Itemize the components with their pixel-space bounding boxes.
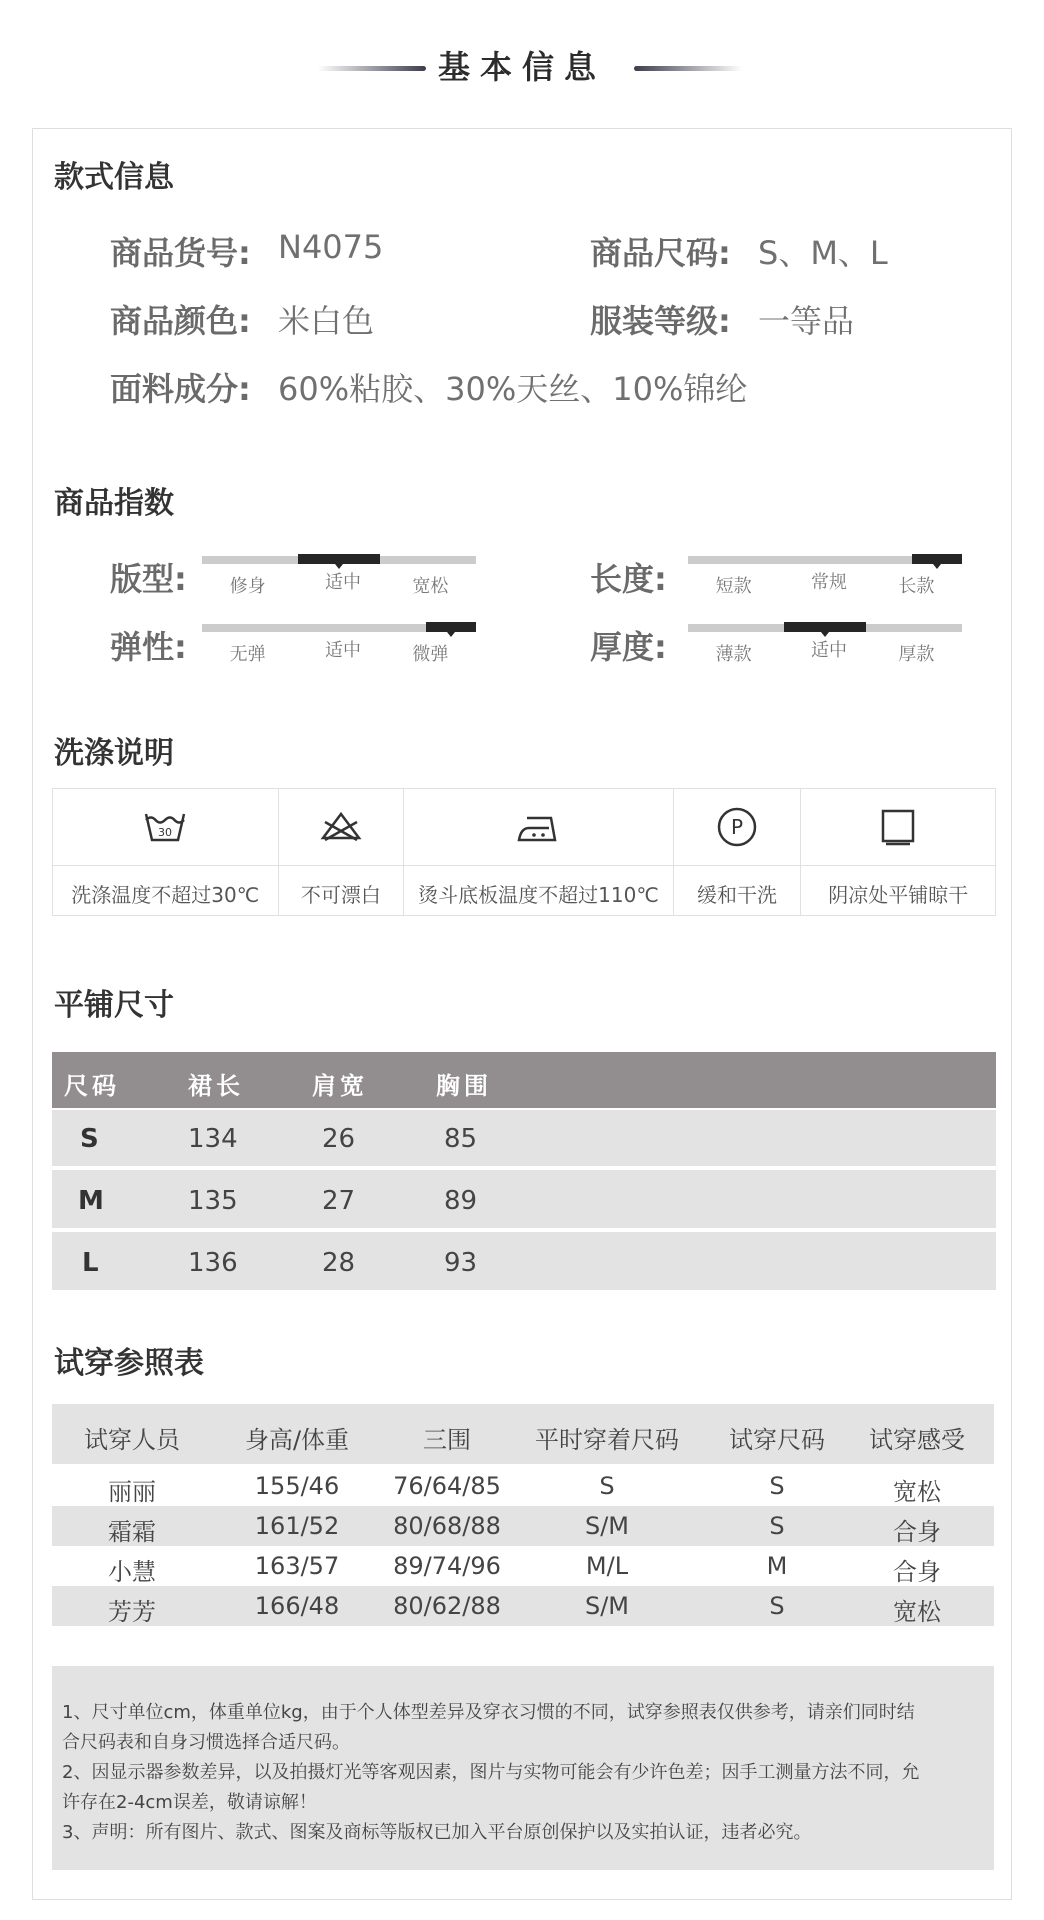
notes-box (52, 1666, 994, 1870)
index-length-tick: 长款 (898, 576, 935, 597)
size-col-length: 裙长 (188, 1072, 244, 1100)
note-line: 许存在2-4cm误差，敬请谅解！ (62, 1792, 317, 1813)
header-decor-line-right (634, 66, 742, 71)
care-divider (674, 865, 801, 866)
item-no-label: 商品货号: (110, 234, 251, 272)
index-elasticity-label: 弹性: (110, 628, 187, 666)
tryon-cell: 丽丽 (108, 1478, 156, 1506)
index-thickness-tick: 厚款 (898, 644, 935, 665)
tryon-cell: M/L (585, 1552, 629, 1580)
index-elasticity-tick: 微弹 (412, 644, 449, 665)
section-title-style-info: 款式信息 (54, 160, 174, 195)
tryon-cell: 163/57 (254, 1552, 340, 1580)
fabric-value: 60%粘胶、30%天丝、10%锦纶 (278, 370, 748, 408)
care-text-dryclean: 缓和干洗 (697, 883, 778, 907)
index-thickness-track (688, 624, 962, 632)
grade-label: 服装等级: (590, 302, 731, 340)
tryon-col-height-weight: 身高/体重 (244, 1426, 350, 1454)
size-table-row (52, 1110, 996, 1166)
index-fit-tick: 适中 (325, 572, 361, 593)
care-divider (404, 865, 672, 866)
size-table-header (52, 1052, 996, 1108)
section-title-size: 平铺尺寸 (54, 988, 174, 1023)
tryon-cell: 166/48 (254, 1592, 340, 1620)
care-text-wash: 洗涤温度不超过30℃ (71, 883, 260, 907)
size-cell: L (82, 1248, 99, 1278)
index-length-label: 长度: (590, 560, 667, 598)
tryon-cell: 小慧 (108, 1558, 156, 1586)
tryon-cell: S/M (584, 1512, 630, 1540)
tryon-col-measurements: 三围 (423, 1426, 471, 1454)
tryon-cell: 合身 (893, 1558, 941, 1586)
tryon-cell: 宽松 (893, 1478, 941, 1506)
index-thickness-label: 厚度: (590, 628, 667, 666)
color-value: 米白色 (278, 302, 375, 340)
tryon-cell: S (769, 1512, 785, 1540)
size-table-row (52, 1170, 996, 1228)
tryon-table-row (52, 1586, 994, 1626)
dry-clean-p-icon (674, 803, 801, 851)
care-cell-dryclean (674, 789, 802, 915)
tryon-cell: S/M (584, 1592, 630, 1620)
svg-text:P: P (731, 815, 744, 839)
tryon-cell: 霜霜 (108, 1518, 156, 1546)
tryon-cell: 芳芳 (108, 1598, 156, 1626)
tryon-col-tried-size: 试穿尺码 (729, 1426, 825, 1454)
tryon-cell: M (766, 1552, 788, 1580)
tryon-cell: 合身 (893, 1518, 941, 1546)
size-cell: 134 (188, 1124, 238, 1154)
section-title-tryon: 试穿参照表 (54, 1346, 204, 1381)
care-table (52, 788, 996, 916)
index-elasticity-marker (426, 622, 476, 632)
color-label: 商品颜色: (110, 302, 251, 340)
care-cell-dry (801, 789, 995, 915)
tryon-cell: S (599, 1472, 615, 1500)
tryon-cell: 76/64/85 (393, 1472, 501, 1500)
section-title-care: 洗涤说明 (54, 736, 174, 771)
size-col-shoulder: 肩宽 (312, 1072, 368, 1100)
tryon-col-feeling: 试穿感受 (869, 1426, 965, 1454)
tryon-col-usual-size: 平时穿着尺码 (535, 1426, 679, 1454)
tryon-col-person: 试穿人员 (84, 1426, 180, 1454)
tryon-cell: 80/68/88 (393, 1512, 501, 1540)
index-thickness-tick: 薄款 (715, 644, 752, 665)
index-fit-track (202, 556, 476, 564)
note-line: 2、因显示器参数差异，以及拍摄灯光等客观因素，图片与实物可能会有少许色差；因手工测量方法不同，允 (62, 1762, 920, 1783)
size-table-row (52, 1232, 996, 1290)
care-cell-iron (404, 789, 673, 915)
index-elasticity-tick: 适中 (325, 640, 361, 661)
size-value: S、M、L (758, 234, 888, 272)
index-length-tick: 短款 (715, 576, 752, 597)
size-cell: 135 (188, 1186, 238, 1216)
note-line: 1、尺寸单位cm，体重单位kg，由于个人体型差异及穿衣习惯的不同，试穿参照表仅供参考，请亲们同时结 (62, 1702, 915, 1723)
index-fit-marker (298, 554, 380, 564)
tryon-cell: 155/46 (254, 1472, 340, 1500)
tryon-cell: 161/52 (254, 1512, 340, 1540)
no-bleach-icon (279, 803, 404, 851)
care-text-iron: 烫斗底板温度不超过110℃ (418, 883, 659, 907)
note-line: 3、声明：所有图片、款式、图案及商标等版权已加入平台原创保护以及实拍认证，违者必究。 (62, 1822, 812, 1843)
tryon-cell: S (769, 1592, 785, 1620)
care-cell-bleach (279, 789, 405, 915)
fabric-label: 面料成分: (110, 370, 251, 408)
index-elasticity-tick: 无弹 (229, 644, 266, 665)
index-thickness-tick: 适中 (811, 640, 847, 661)
size-cell: M (78, 1186, 104, 1216)
tryon-cell: 89/74/96 (393, 1552, 501, 1580)
size-cell: 26 (322, 1124, 356, 1154)
size-label: 商品尺码: (590, 234, 731, 272)
size-cell: 28 (322, 1248, 356, 1278)
size-cell: 93 (444, 1248, 478, 1278)
page-title: 基本信息 (437, 48, 606, 86)
care-divider (801, 865, 995, 866)
index-fit-tick: 修身 (229, 576, 266, 597)
care-divider (53, 865, 278, 866)
care-divider (279, 865, 404, 866)
tryon-table-header (52, 1404, 994, 1464)
size-col-size: 尺码 (64, 1072, 120, 1100)
tryon-table-row (52, 1546, 994, 1586)
tryon-cell: 80/62/88 (393, 1592, 501, 1620)
tryon-table-row (52, 1466, 994, 1506)
index-thickness-marker (784, 622, 866, 632)
wash-30-icon (53, 803, 278, 851)
iron-icon (404, 803, 672, 851)
index-length-tick: 常规 (811, 572, 847, 593)
grade-value: 一等品 (758, 302, 855, 340)
svg-text:30: 30 (158, 826, 173, 839)
index-fit-tick: 宽松 (412, 576, 449, 597)
size-cell: S (80, 1124, 99, 1154)
care-text-dry: 阴凉处平铺晾干 (828, 883, 969, 907)
size-cell: 136 (188, 1248, 238, 1278)
size-cell: 89 (444, 1186, 478, 1216)
index-length-track (688, 556, 962, 564)
size-col-bust: 胸围 (436, 1072, 492, 1100)
index-fit-label: 版型: (110, 560, 187, 598)
size-cell: 85 (444, 1124, 478, 1154)
item-no-value: N4075 (278, 228, 384, 266)
size-cell: 27 (322, 1186, 356, 1216)
index-length-marker (912, 554, 962, 564)
note-line: 合尺码表和自身习惯选择合适尺码。 (62, 1732, 350, 1753)
tryon-cell: 宽松 (893, 1598, 941, 1626)
care-cell-wash (53, 789, 279, 915)
section-title-index: 商品指数 (54, 486, 174, 521)
tryon-table-row (52, 1506, 994, 1546)
care-text-bleach: 不可漂白 (300, 883, 381, 907)
tryon-cell: S (769, 1472, 785, 1500)
index-elasticity-track (202, 624, 476, 632)
dry-flat-shade-icon (801, 803, 995, 851)
